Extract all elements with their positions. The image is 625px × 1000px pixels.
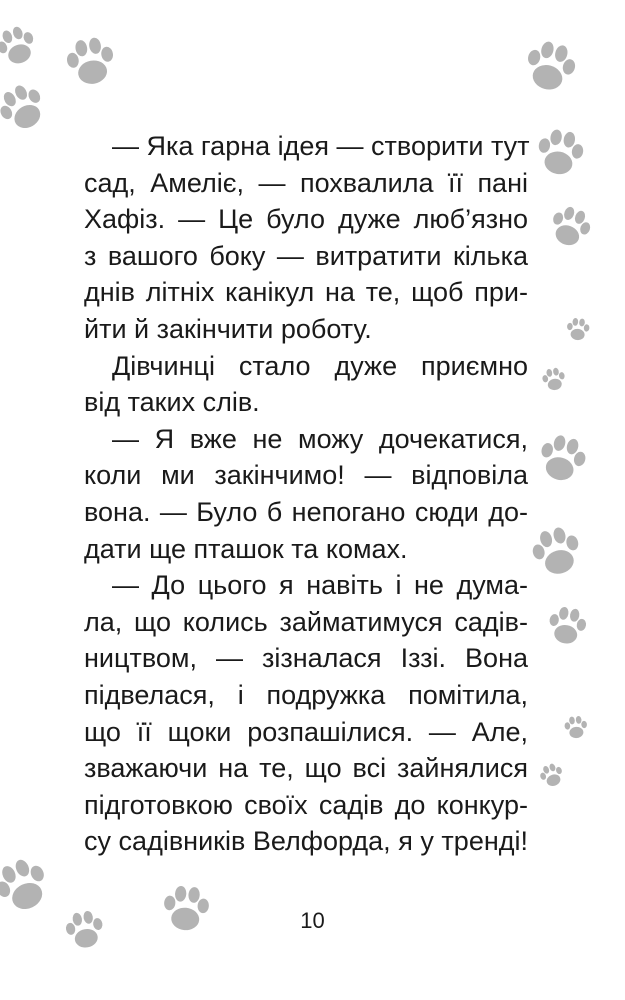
paw-print-icon [540,600,593,653]
text-line: зважаючи на те, що всі зайнялися [84,753,528,784]
paw-print-icon [528,122,593,187]
paw-print-icon [0,72,60,146]
text-line: — Я вже не можу дочекатися, [112,423,528,454]
text-line: що її щоки розпашілися. — Але, [84,716,528,747]
paw-print-icon [539,197,601,259]
text-line: сад, Амеліє, — похвалила її пані [84,167,528,198]
text-line: су садівників Велфорда, я у тренді! [84,826,528,857]
text-line: від таких слів. [84,387,260,418]
text-line: йти й закінчити роботу. [84,313,372,344]
paw-print-icon [534,758,570,794]
text-line: з вашого боку — витратити кілька [84,240,528,271]
text-line: Дівчинці стало дуже приємно [112,350,528,381]
text-line: підвелася, і подружка помітила, [84,679,528,710]
paw-print-icon [561,713,591,743]
page-number: 10 [300,908,325,933]
paw-print-icon [563,315,593,345]
text-line: коли ми закінчимо! — відповіла [84,460,528,491]
paw-print-icon [538,364,570,396]
paw-print-icon [528,426,597,495]
text-line: ла, що колись займатимуся садів- [84,606,528,637]
text-line: — До цього я навіть і не дума- [112,570,528,601]
paw-print-icon [521,517,592,588]
paw-print-icon [0,18,46,77]
paw-print-icon [57,29,124,96]
paw-print-icon [513,31,586,104]
text-line: Хафіз. — Це було дуже люб’язно [84,204,528,235]
body-text [84,128,528,860]
text-line: ництвом, — зізналася Іззі. Вона [84,643,528,674]
text-line: підготовкою своїх садів до конкур- [84,789,528,820]
text-line: — Яка гарна ідея — створити тут [112,131,530,161]
text-line: дати ще пташок та комах. [84,533,408,564]
text-line: днів літніх канікул на те, щоб при- [84,277,528,308]
text-line: вона. — Було б непогано сюди до- [84,496,528,527]
